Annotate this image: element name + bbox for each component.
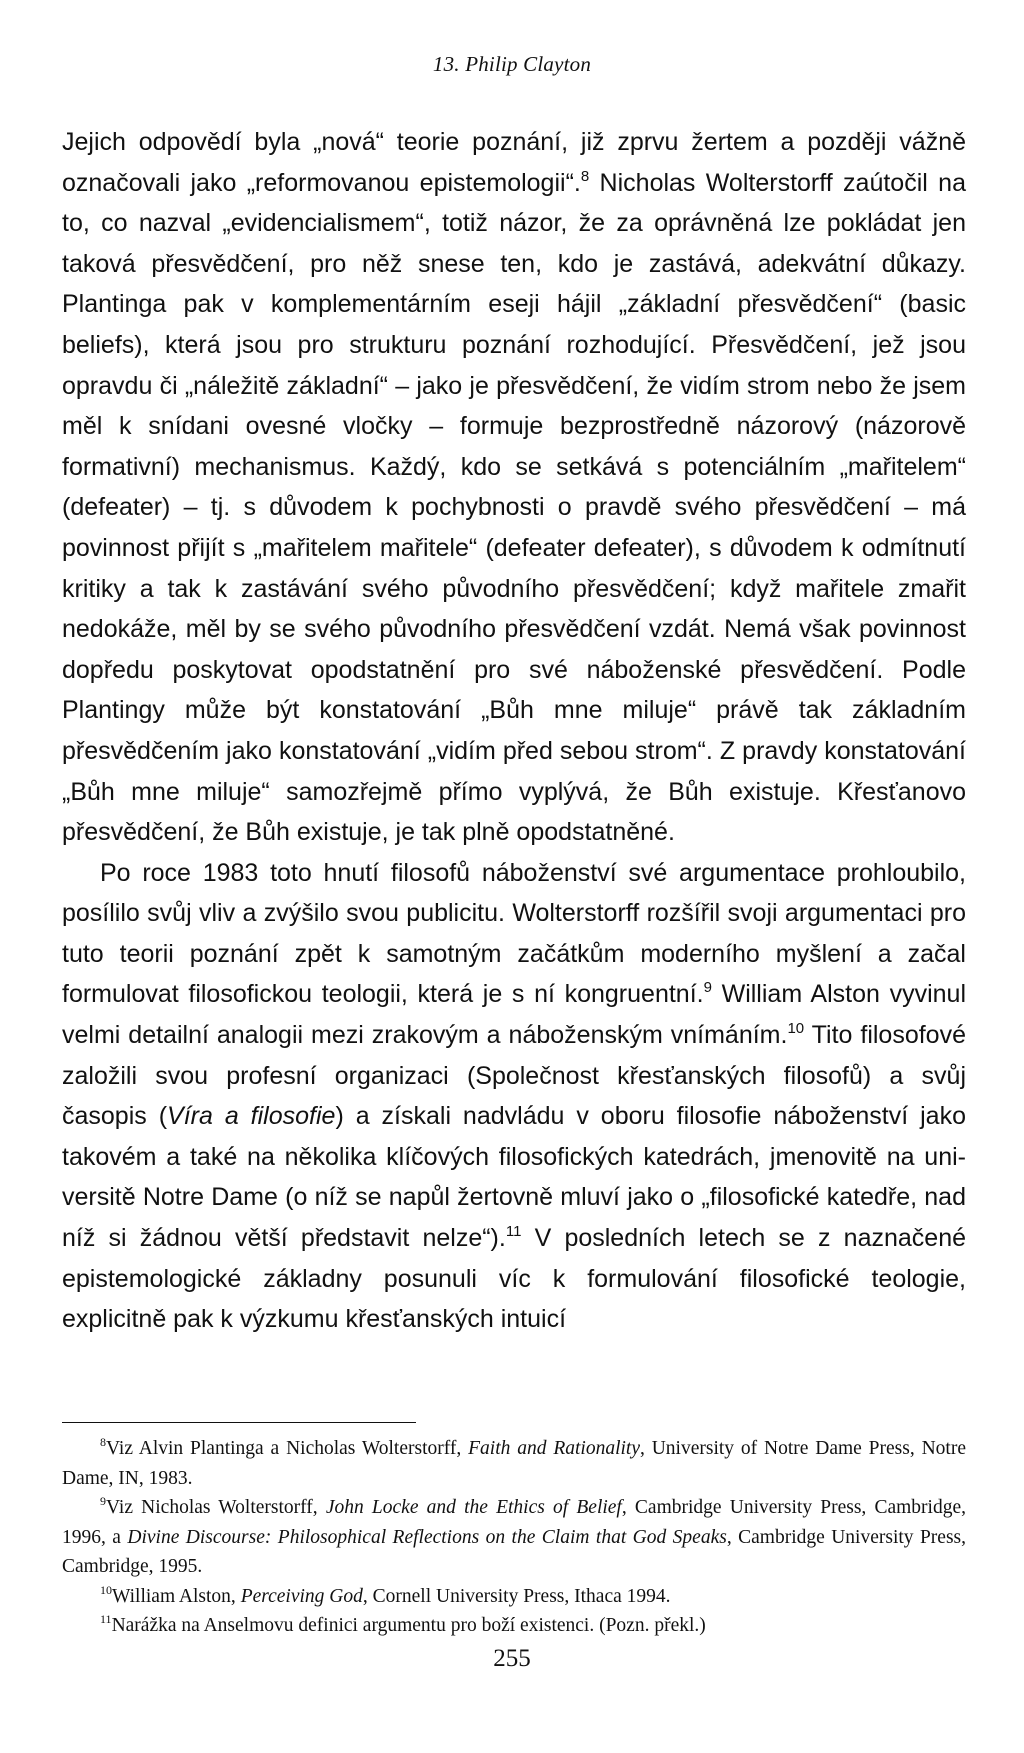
italic-text: John Locke and the Ethics of Belief [325, 1497, 622, 1518]
footnote-ref: 10 [100, 1582, 112, 1597]
footnote-ref: 9 [100, 1494, 106, 1508]
text-run: William Alston vyvinul velmi detailní analogii mezi zrakovým a náboženským vnímáním. [62, 980, 966, 1050]
footnotes [62, 1434, 966, 1641]
italic-text: Perceiving God [240, 1585, 363, 1607]
text-run: William Alston, [112, 1585, 241, 1607]
text-run: , Cornell University Press, Ithaca 1994. [362, 1585, 671, 1607]
footnote-ref: 11 [505, 1223, 522, 1241]
footnote [62, 1582, 966, 1612]
running-head: 13. Philip Clayton [432, 52, 592, 76]
text-run: Nicholas Wolterstorff zaútočil na to, co nazval „evidencialismem“, totiž názor, že za oprávněná lze pokládat jen taková přesvědčení, pro něž snese ten, kdo je zastává, adekvátní důkazy. Plantinga pak v komplementárním eseji hájil „základní přesvědčení“ (basic beliefs), která jsou pro strukturu poznání rozhodující. Přesvědčení, jež jsou opravdu či „náležitě základní“ – jako je přesvědčení, že vidím strom nebo že jsem měl k snídani ovesné vločky – formuje bezprostředně názorový (názorově formativní) mechanismus. Každý, kdo se setkává s potenciálním „mařitelem“ (defeater) – tj. s důvodem k pochybnosti o pravdě svého přesvědčení – má povinnost přijít s „mařitelem mařitele“ (defeater defeater), s důvodem k odmítnutí kritiky a tak k zastávání svého původního přesvědčení; když mařitele zmařit nedokáže, měl by se svého původního přesvědčení vzdát. Nemá však povinnost dopředu poskytovat opodstatnění pro své náboženské přesvědčení. Podle Plantingy může být konstatování „Bůh mne miluje“ právě tak základním přesvědčením jako konstatování „vidím před sebou strom“. Z pravdy konstatování „Bůh mne miluje“ samozřejmě přímo vyplývá, že Bůh existuje. Křesťanovo přesvědčení, že Bůh existuje, je tak plně opodstatněné. [62, 168, 966, 847]
footnote-ref: 8 [100, 1435, 106, 1449]
text-run: Po roce 1983 toto hnutí filosofů náboženství své argumentace prohloubilo, posílilo svůj vliv a zvýšilo svou publicitu. Wolterstorff rozšířil svoji argumentaci pro tuto teorii poznání zpět k samotným začátkům moderního myšlení a začal formulovat filosofickou teologii, která je s ní kongruentní. [62, 858, 966, 1009]
footnote [62, 1493, 966, 1582]
footnote-ref: 8 [580, 167, 590, 185]
text-run: Viz Nicholas Wolterstorff, [106, 1497, 326, 1518]
text-run: V posledních letech se z naznačené epistemologické základny posunuli víc k formulování filosofické teologie, explicitně pak k výzkumu křesťanských intuicí [62, 1224, 966, 1334]
text-run: Jejich odpovědí byla „nová“ teorie poznání, již zprvu žertem a později vážně označovali jako „reformovanou epistemologii“. [62, 128, 966, 197]
text-run: , Cambridge University Press, Cambridge, 1995. [62, 1526, 967, 1577]
text-run: Tito filosofové založili svou profesní organizaci (Společnost křesťanských filosofů) a svůj časopis ( [62, 1021, 966, 1131]
italic-text: Víra a filosofie [167, 1102, 336, 1131]
text-run: ) a získali nadvládu v oboru filosofie náboženství jako takovém a také na několika klíčových filosofických katedrách, jmenovitě na universitě Notre Dame (o níž se napůl žertovně mluví jako o „filosofické katedře, nad níž si žádnou větší představit nelze“). [62, 1102, 966, 1253]
text-run: , University of Notre Dame Press, Notre Dame, IN, 1983. [62, 1438, 966, 1489]
paragraph [62, 122, 966, 853]
body-text [62, 122, 966, 1340]
page-number: 255 [493, 1645, 531, 1672]
footnote-ref: 10 [787, 1020, 805, 1038]
footnote [62, 1434, 966, 1493]
text-run: , Cambridge University Press, Cambridge, 1996, a [62, 1497, 966, 1548]
paragraph [62, 853, 966, 1340]
italic-text: Divine Discourse: Philosophical Reflections on the Claim that God Speaks [127, 1526, 727, 1548]
footnote-ref: 11 [100, 1612, 112, 1626]
footnote-divider [62, 1422, 416, 1423]
text-run: Narážka na Anselmovu definici argumentu pro boží existenci. (Pozn. překl.) [111, 1615, 706, 1636]
footnote-ref: 9 [703, 979, 712, 997]
text-run: Viz Alvin Plantinga a Nicholas Wolterstorff, [106, 1438, 469, 1459]
footnote [62, 1611, 966, 1641]
italic-text: Faith and Rationality [468, 1438, 640, 1459]
